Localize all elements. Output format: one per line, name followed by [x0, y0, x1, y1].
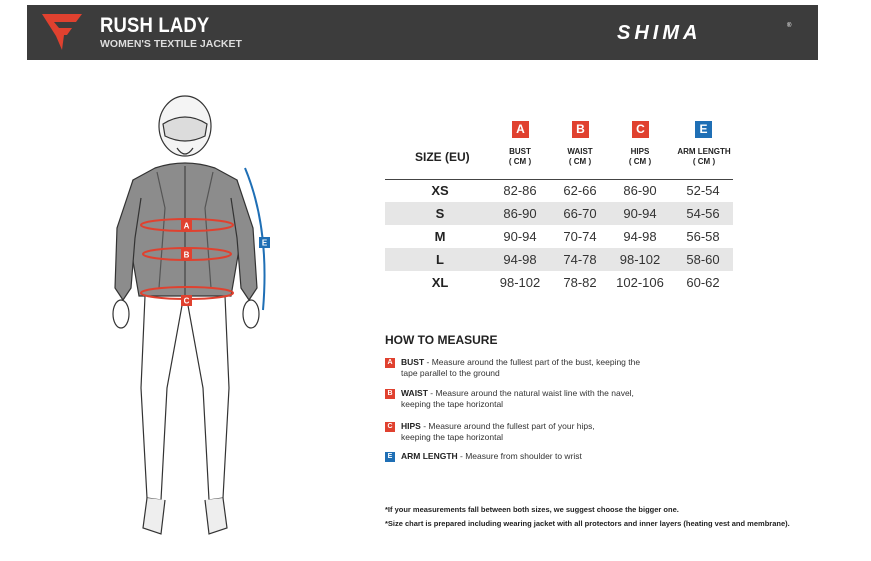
measure-line2-bust: tape parallel to the ground [401, 368, 500, 378]
waist-cell: 70-74 [563, 229, 597, 244]
size-cell: L [436, 252, 444, 267]
header-banner [27, 5, 818, 60]
size-cell: S [435, 206, 445, 221]
figure-marker-e: E [261, 238, 268, 248]
how-to-measure-title: HOW TO MEASURE [385, 333, 498, 347]
table-row [385, 271, 733, 294]
figure-marker-c: C [183, 296, 190, 306]
arm-length-cell: 54-56 [686, 206, 720, 221]
column-header-hips [615, 147, 665, 167]
size-cell: XS [431, 183, 449, 198]
bust-cell: 94-98 [503, 252, 537, 267]
waist-cell: 62-66 [563, 183, 597, 198]
arm-length-cell: 60-62 [686, 275, 720, 290]
measure-text-hips [401, 421, 701, 443]
waist-cell: 74-78 [563, 252, 597, 267]
hips-cell: 98-102 [619, 252, 661, 267]
arm-length-cell: 56-58 [686, 229, 720, 244]
waist-cell: 66-70 [563, 206, 597, 221]
column-name-waist: WAIST [567, 147, 593, 156]
bust-cell: 90-94 [503, 229, 537, 244]
column-letter-b [572, 121, 589, 138]
size-eu-header: SIZE (EU) [415, 150, 470, 164]
measure-line1-hips: - Measure around the fullest part of your hips, [420, 421, 595, 431]
hips-cell: 86-90 [623, 183, 657, 198]
measure-line2-waist: keeping the tape horizontal [401, 399, 504, 409]
table-row [385, 202, 733, 225]
arm-length-cell: 58-60 [686, 252, 720, 267]
hips-cell: 90-94 [623, 206, 657, 221]
product-title: RUSH LADY [100, 14, 210, 37]
measure-badge-e: E [385, 452, 395, 462]
hips-cell: 102-106 [616, 275, 664, 290]
note-size-chart-layers: *Size chart is prepared including wearing jacket with all protectors and inner layers (heating vest and membrane). [385, 519, 790, 528]
column-letter-a-text: A [516, 122, 525, 136]
column-letter-c [632, 121, 649, 138]
column-letter-c-text: C [636, 122, 645, 136]
table-row [385, 225, 733, 248]
column-letter-a [512, 121, 529, 138]
bust-cell: 98-102 [499, 275, 541, 290]
table-row [385, 179, 733, 202]
column-unit-arm-length: ( CM ) [692, 157, 716, 166]
product-subtitle: WOMEN'S TEXTILE JACKET [100, 38, 242, 50]
measure-key-waist: WAIST [401, 388, 428, 398]
measure-key-hips: HIPS [401, 421, 421, 431]
hips-cell: 94-98 [623, 229, 657, 244]
column-letter-e-text: E [699, 122, 708, 136]
size-cell: M [434, 229, 446, 244]
measure-badge-a: A [385, 358, 395, 368]
measure-text-bust [401, 357, 701, 379]
measure-key-arm-length: ARM LENGTH [401, 451, 458, 461]
measure-badge-b: B [385, 389, 395, 399]
measure-text-arm-length [401, 451, 701, 462]
bust-cell: 86-90 [503, 206, 537, 221]
column-unit-bust: ( CM ) [508, 157, 532, 166]
column-letter-b-text: B [576, 122, 585, 136]
column-header-arm-length [672, 147, 736, 167]
figure-marker-a: A [183, 221, 190, 231]
column-letter-e [695, 121, 712, 138]
figure-marker-b: B [183, 250, 190, 260]
column-header-waist [555, 147, 605, 167]
measure-line1-arm-length: - Measure from shoulder to wrist [457, 451, 582, 461]
rush-logo-icon [42, 14, 82, 50]
column-header-bust [495, 147, 545, 167]
measure-key-bust: BUST [401, 357, 425, 367]
column-unit-hips: ( CM ) [628, 157, 652, 166]
measure-badge-c: C [385, 422, 395, 432]
column-name-arm-length: ARM LENGTH [677, 147, 731, 156]
measure-line1-waist: - Measure around the natural waist line with the navel, [427, 388, 634, 398]
brand-registered-mark: ® [787, 23, 792, 29]
jacket-figure-illustration [95, 88, 295, 558]
brand-logo: SHIMA [617, 22, 702, 44]
size-cell: XL [431, 275, 449, 290]
waist-cell: 78-82 [563, 275, 597, 290]
measure-text-waist [401, 388, 701, 410]
bust-cell: 82-86 [503, 183, 537, 198]
table-row [385, 248, 733, 271]
column-name-hips: HIPS [630, 147, 650, 156]
measure-line1-bust: - Measure around the fullest part of the bust, keeping the [424, 357, 641, 367]
measure-line2-hips: keeping the tape horizontal [401, 432, 504, 442]
column-name-bust: BUST [509, 147, 531, 156]
column-unit-waist: ( CM ) [568, 157, 592, 166]
note-between-sizes: *If your measurements fall between both sizes, we suggest choose the bigger one. [385, 505, 679, 514]
arm-length-cell: 52-54 [686, 183, 720, 198]
